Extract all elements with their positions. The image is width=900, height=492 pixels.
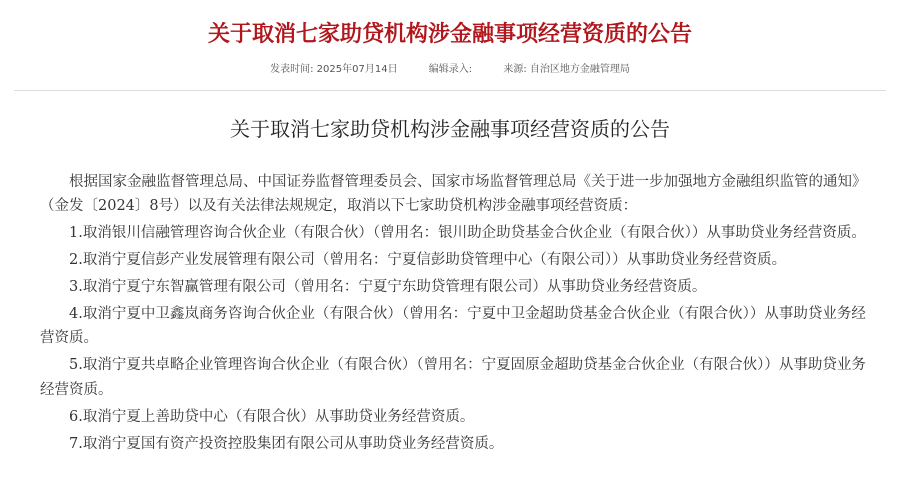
source-info — [503, 62, 630, 78]
article-paragraph: 4.取消宁夏中卫鑫岚商务咨询合伙企业（有限合伙）（曾用名：宁夏中卫金超助贷基金合伙企业（有限合伙））从事助贷业务经营资质。 — [40, 306, 866, 347]
article-meta — [0, 62, 900, 78]
article-paragraph: 2.取消宁夏信彭产业发展管理有限公司（曾用名：宁夏信彭助贷管理中心（有限公司））从事助贷业务经营资质。 — [69, 252, 787, 269]
article-title: 关于取消七家助贷机构涉金融事项经营资质的公告 — [230, 117, 670, 141]
source-value: 自治区地方金融管理局 — [529, 64, 630, 75]
editor-info — [429, 62, 472, 78]
article-paragraph: 根据国家金融监督管理总局、中国证券监督管理委员会、国家市场监督管理总局《关于进一步加强地方金融组织监管的通知》（金发〔2024〕8号）以及有关法律法规规定，取消以下七家助贷机构涉金融事项经营资质： — [40, 174, 867, 215]
publish-time — [270, 62, 397, 78]
publish-time-value: 2025年07月14日 — [316, 64, 398, 75]
article-paragraph: 3.取消宁夏宁东智赢管理有限公司（曾用名：宁夏宁东助贷管理有限公司）从事助贷业务经营资质。 — [69, 279, 707, 296]
article-paragraph: 7.取消宁夏国有资产投资控股集团有限公司从事助贷业务经营资质。 — [69, 435, 504, 452]
article-paragraph: 6.取消宁夏上善助贷中心（有限合伙）从事助贷业务经营资质。 — [69, 408, 475, 425]
page-title: 关于取消七家助贷机构涉金融事项经营资质的公告 — [207, 22, 692, 47]
editor-label: 编辑录入: — [428, 64, 473, 75]
source-label: 来源: — [503, 64, 527, 75]
article-paragraph: 5.取消宁夏共卓略企业管理咨询合伙企业（有限合伙）（曾用名：宁夏固原金超助贷基金合伙企业（有限合伙））从事助贷业务经营资质。 — [40, 357, 866, 398]
article-body — [40, 170, 870, 458]
publish-time-label: 发表时间: — [270, 64, 314, 75]
article-paragraph: 1.取消银川信融管理咨询合伙企业（有限合伙）（曾用名：银川助企助贷基金合伙企业（有限合伙））从事助贷业务经营资质。 — [69, 225, 866, 242]
header-divider — [14, 90, 886, 91]
